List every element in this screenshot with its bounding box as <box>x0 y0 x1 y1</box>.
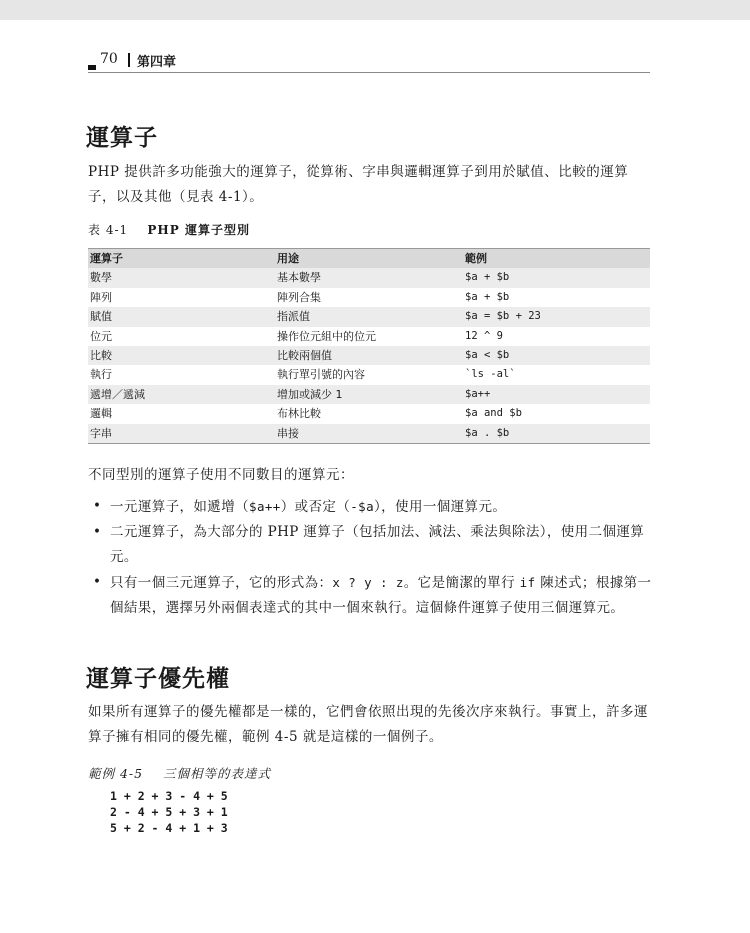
table-cell: $a++ <box>465 387 491 400</box>
table-cell: 布林比較 <box>277 407 321 421</box>
table-caption-number: 表 4-1 <box>88 223 129 237</box>
chapter-label: 第四章 <box>137 55 177 70</box>
table-cell: 比較 <box>90 348 112 362</box>
table-cell: `ls -al` <box>465 368 516 381</box>
table-row <box>88 404 650 423</box>
table-row <box>88 268 650 287</box>
bullet-term: 一元 <box>110 499 138 515</box>
intro-paragraph: PHP 提供許多功能強大的運算子，從算術、字串與邏輯運算子到用於賦值、比較的運算子，以及其他（見表 4-1）。 <box>88 164 629 205</box>
table-header-cell: 運算子 <box>90 252 123 265</box>
table-cell: 比較兩個值 <box>277 348 332 362</box>
bullet-text: 陳述式；根據第一個結果，選擇另外兩個表達式的其中一個來執行。這個條件運算子使用三個運算元。 <box>110 575 652 616</box>
section-title-precedence: 運算子優先權 <box>86 666 230 692</box>
bullet-text: ），使用一個運算元。 <box>374 499 507 515</box>
bullet-text: 運算子，如遞增（ <box>137 499 250 515</box>
table-caption-title: PHP 運算子型別 <box>147 223 250 237</box>
page-header <box>88 50 650 73</box>
table-row <box>88 327 650 346</box>
table-row <box>88 346 650 365</box>
table-row <box>88 307 650 326</box>
inline-code: if <box>519 575 536 590</box>
table-cell: $a + $b <box>465 271 510 284</box>
table-cell: 執行單引號的內容 <box>277 368 365 382</box>
table-cell: 遞增／遞減 <box>90 387 145 401</box>
example-title: 三個相等的表達式 <box>163 766 272 781</box>
bullet-text: 。它是簡潔的單行 <box>403 575 520 591</box>
table-cell: 陣列合集 <box>277 290 321 304</box>
list-item <box>88 520 652 570</box>
example-label: 範例 4-5 <box>88 766 144 781</box>
table-row <box>88 365 650 384</box>
header-mark <box>88 65 96 70</box>
table-cell: $a and $b <box>465 407 522 420</box>
table-row <box>88 288 650 307</box>
table-cell: 串接 <box>277 426 299 440</box>
table-cell: $a = $b + 23 <box>465 310 541 323</box>
table-header-cell: 用途 <box>277 252 299 265</box>
bullet-icon: • <box>93 574 102 590</box>
bullet-term: 三元 <box>165 575 194 591</box>
bullet-icon: • <box>93 524 102 540</box>
table-caption <box>88 221 250 238</box>
bullet-text: 運算子，它的形式為： <box>193 575 333 591</box>
table-cell: 陣列 <box>90 290 112 304</box>
code-block: 1 + 2 + 3 - 4 + 5 2 - 4 + 5 + 3 + 1 5 + 2 - 4 + 1 + 3 <box>110 789 228 835</box>
list-item <box>88 494 652 520</box>
table-cell: 邏輯 <box>90 407 112 421</box>
section-title-operators: 運算子 <box>86 125 158 151</box>
bullet-text: 只有一個 <box>110 575 166 591</box>
table-cell: 執行 <box>90 368 112 382</box>
example-caption <box>88 764 271 782</box>
inline-code: $a++ <box>249 499 281 514</box>
table-cell: 字串 <box>90 426 112 440</box>
table-cell: 操作位元組中的位元 <box>277 329 376 343</box>
bullet-text: ）或否定（ <box>280 499 351 515</box>
table-cell: 增加或減少 1 <box>277 387 343 401</box>
table-cell: $a + $b <box>465 290 510 303</box>
bullet-text: 運算子，為大部分的 PHP 運算子（包括加法、減法、乘法與除法），使用二個運算元。 <box>110 524 645 565</box>
header-divider <box>128 53 130 67</box>
list-item <box>88 570 652 621</box>
table-cell: 指派值 <box>277 310 310 324</box>
table-header-cell: 範例 <box>465 252 487 265</box>
bullet-term: 二元 <box>110 524 138 540</box>
table-header-row <box>88 248 650 268</box>
table-cell: $a . $b <box>465 426 510 439</box>
inline-code: -$a <box>350 499 374 514</box>
operands-intro: 不同型別的運算子使用不同數目的運算元： <box>88 467 354 483</box>
table-cell: 位元 <box>90 329 112 343</box>
page-number: 70 <box>100 51 118 67</box>
table-cell: 基本數學 <box>277 271 321 285</box>
operator-types-table <box>88 248 650 444</box>
precedence-paragraph: 如果所有運算子的優先權都是一樣的，它們會依照出現的先後次序來執行。事實上，許多運算子擁有相同的優先權，範例 4-5 就是這樣的一個例子。 <box>88 704 648 745</box>
table-cell: 賦值 <box>90 310 112 324</box>
table-cell: 數學 <box>90 271 112 285</box>
table-cell: $a < $b <box>465 348 510 361</box>
table-row <box>88 424 650 443</box>
top-band <box>0 0 750 20</box>
inline-code: x ? y : z <box>332 575 404 590</box>
operand-bullet-list <box>88 494 652 621</box>
table-row <box>88 385 650 404</box>
bullet-icon: • <box>93 498 102 514</box>
table-cell: 12 ^ 9 <box>465 329 503 342</box>
